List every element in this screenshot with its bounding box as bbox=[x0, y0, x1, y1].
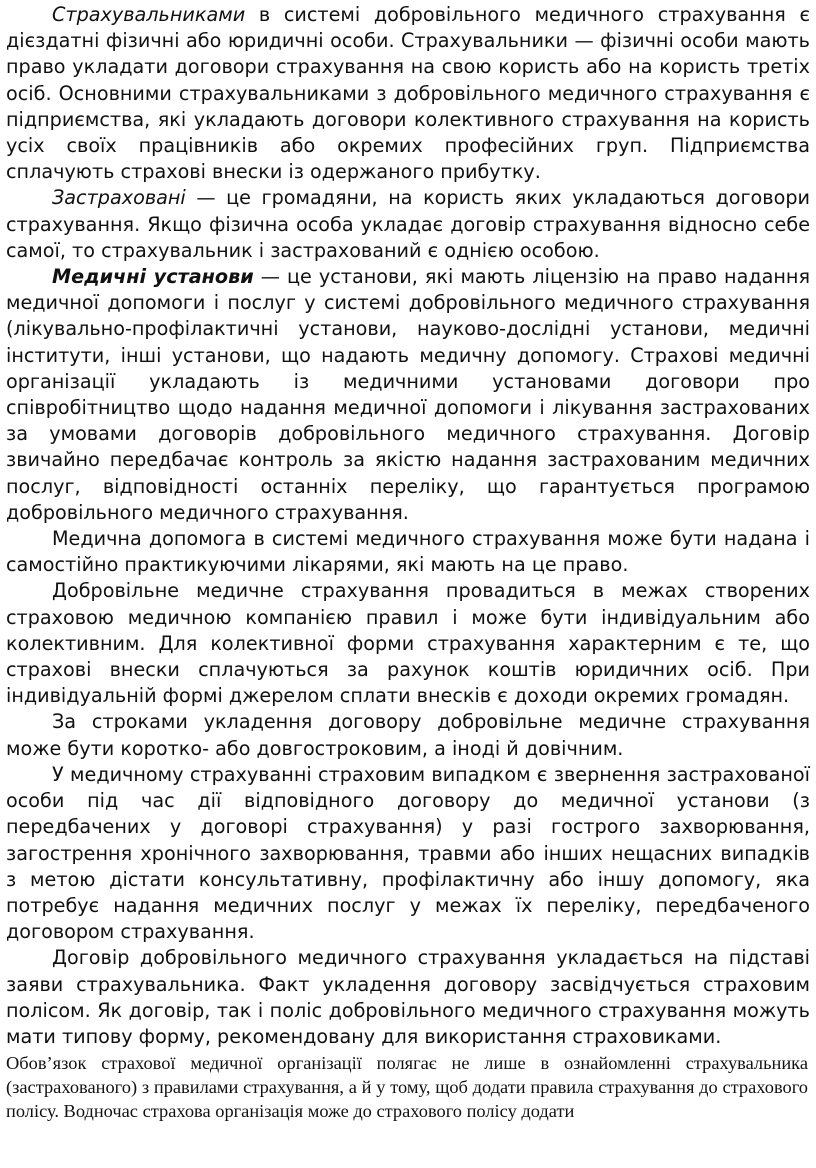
paragraph-insurance-forms: Добровільне медичне страхування провадиться в межах створених страховою медичною компанією правил і може бути індивідуальним або колективним. Для колективної форми страхування характерним є те, що страхові внески сплачуються за рахунок коштів юридичних осіб. При індивідуальній формі джерелом сплати внесків є доходи окремих громадян. bbox=[6, 579, 810, 708]
term-policyholders: Страхувальниками bbox=[52, 3, 246, 26]
paragraph-medical-institutions bbox=[6, 264, 810, 526]
paragraph-contract-terms: За строками укладення договору добровільне медичне страхування може бути коротко- або довгостроковим, а іноді й довічним. bbox=[6, 710, 810, 760]
term-insured: Застраховані bbox=[52, 186, 186, 210]
paragraph-private-doctors: Медична допомога в системі медичного страхування може бути надана і самостійно практикуючими лікарями, які мають на це право. bbox=[6, 527, 810, 577]
paragraph-text: в системі добровільного медичного страхування є дієздатні фізичні або юридичні особи. Страхувальники — фізичні особи мають право укладати договори страхування на свою користь або на користь третіх осіб. Основними страхувальниками з добровільного медичного страхування є підприємства, які укладають договори колективного страхування на користь усіх своїх працівників або окремих професійних груп. Підприємства сплачують страхові внески із одержаного прибутку. bbox=[6, 3, 810, 184]
paragraph-policyholders bbox=[6, 2, 810, 185]
paragraph-text: — це громадяни, на користь яких укладаються договори страхування. Якщо фізична особа укладає договір страхування відносно себе самої, то страхувальник і застрахований є однією особою. bbox=[6, 186, 810, 262]
term-medical-institutions: Медичні установи bbox=[52, 265, 254, 289]
main-text bbox=[6, 2, 810, 1050]
paragraph-contract-conclusion: Договір добровільного медичного страхування укладається на підставі заяви страхувальника. Факт укладення договору засвідчується страховим полісом. Як договір, так і поліс добровільного медичного страхування можуть мати типову форму, рекомендовану для використання страховиками. bbox=[6, 946, 810, 1048]
paragraph-text: — це установи, які мають ліцензію на право надання медичної допомоги і послуг у системі добровільного медичного страхування (лікувально-профілактичні установи, науково-дослідні установи, медичні інститути, інші установи, що надають медичну допомогу. Страхові медичні організації укладають із медичними установами договори про співробітництво щодо надання медичної допомоги і лікування застрахованих за умовами договорів добровільного медичного страхування. Договір звичайно передбачає контроль за якістю надання застрахованим медичних послуг, відповідності останніх переліку, що гарантується програмою добровільного медичного страхування. bbox=[6, 265, 810, 524]
paragraph-insured-event: У медичному страхуванні страховим випадком є звернення застрахованої особи під час дії відповідного договору до медичної установи (з передбачених у договорі страхування) у разі гострого захворювання, загострення хронічного захворювання, травми або інших нещасних випадків з метою дістати консультативну, профілактичну або іншу допомогу, яка потребує надання медичних послуг у межах їх переліку, передбаченого договором страхування. bbox=[6, 762, 810, 944]
footer-paragraph: Обов’язок страхової медичної організації полягає не лише в ознайомленні страхувальника (застрахованого) з правилами страхування, а й у тому, щоб додати правила страхування до страхового полісу. Водночас страхова організація може до страхового полісу додати bbox=[6, 1053, 808, 1121]
paragraph-insured bbox=[6, 185, 810, 264]
